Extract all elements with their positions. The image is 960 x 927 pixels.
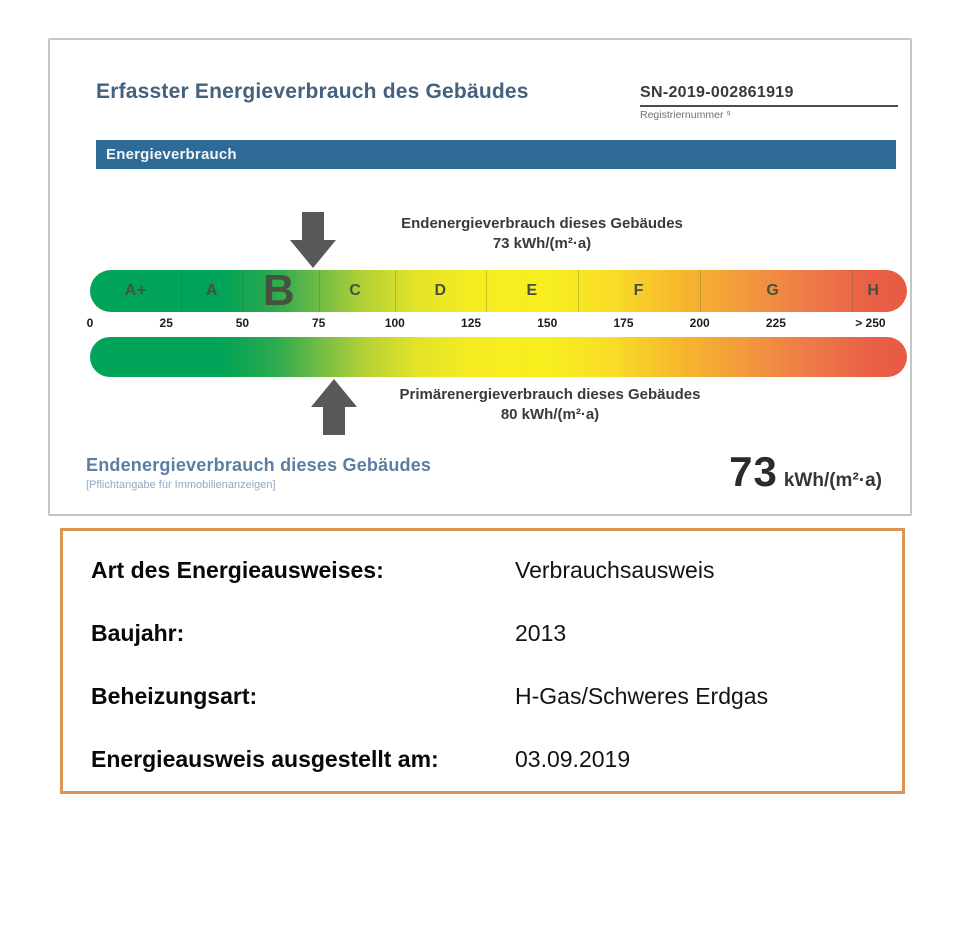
end-energy-annotation-line1: Endenergieverbrauch dieses Gebäudes xyxy=(401,215,683,232)
class-boundary-line xyxy=(486,270,487,312)
scale-tick-label: 0 xyxy=(86,316,94,330)
energy-class-letter: H xyxy=(867,282,880,299)
certificate-title: Erfasster Energieverbrauch des Gebäudes xyxy=(96,80,529,103)
scale-tick-row xyxy=(86,312,907,337)
energy-class-letter: F xyxy=(633,282,644,299)
energy-class-band xyxy=(90,270,907,312)
info-row xyxy=(91,683,902,746)
primary-energy-annotation-line1: Primärenergieverbrauch dieses Gebäudes xyxy=(399,386,701,403)
info-label: Baujahr: xyxy=(91,620,185,646)
end-energy-annotation xyxy=(342,214,742,254)
scale-tick-label: 75 xyxy=(311,316,326,330)
info-row xyxy=(91,620,902,683)
primary-energy-annotation xyxy=(350,385,750,425)
end-energy-unit: kWh/(m²·a) xyxy=(783,470,882,491)
info-label: Energieausweis ausgestellt am: xyxy=(91,746,439,772)
info-label: Beheizungsart: xyxy=(91,683,258,709)
end-energy-value: 73 xyxy=(729,448,778,495)
primary-energy-annotation-line2: 80 kWh/(m²·a) xyxy=(500,406,600,423)
class-boundary-line xyxy=(700,270,701,312)
info-row xyxy=(91,557,902,620)
primary-energy-band xyxy=(90,337,907,377)
footer-label-block xyxy=(86,455,431,491)
footer-subtitle: [Pflichtangabe für Immobilienanzeigen] xyxy=(86,479,276,491)
energy-class-letter: A+ xyxy=(124,282,147,299)
arrow-stem xyxy=(323,407,345,435)
class-boundary-line xyxy=(242,270,243,312)
class-boundary-line xyxy=(852,270,853,312)
scale-tick-label: 175 xyxy=(613,316,634,330)
arrow-stem xyxy=(302,212,324,240)
energy-certificate-card xyxy=(48,38,912,516)
energy-class-letter: C xyxy=(349,282,362,299)
energy-class-letter: D xyxy=(434,282,447,299)
scale-tick-label: 200 xyxy=(689,316,710,330)
class-boundary-line xyxy=(578,270,579,312)
energy-class-letter: B xyxy=(262,270,296,312)
scale-tick-label: 225 xyxy=(765,316,786,330)
energy-scale xyxy=(86,40,907,518)
registration-caption: Registriernummer ⁹ xyxy=(640,109,731,121)
arrow-head xyxy=(290,240,336,268)
class-boundary-line xyxy=(319,270,320,312)
footer-title: Endenergieverbrauch dieses Gebäudes xyxy=(86,455,432,475)
scale-tick-label: 25 xyxy=(159,316,173,330)
registration-number: SN-2019-002861919 xyxy=(640,84,898,107)
certificate-info-box xyxy=(60,528,905,794)
info-label: Art des Energieausweises: xyxy=(91,557,384,583)
energy-class-letter: G xyxy=(766,282,780,299)
energy-class-letter: E xyxy=(526,282,538,299)
end-energy-annotation-line2: 73 kWh/(m²·a) xyxy=(492,235,592,252)
section-banner-label: Energieverbrauch xyxy=(106,146,237,163)
info-value: 03.09.2019 xyxy=(515,746,631,772)
scale-tick-label: 100 xyxy=(384,316,405,330)
footer-value-block xyxy=(729,448,882,496)
scale-tick-label: > 250 xyxy=(855,316,886,330)
end-energy-arrow-icon xyxy=(290,212,336,268)
energy-class-letter: A xyxy=(205,282,218,299)
info-value: 2013 xyxy=(515,620,567,646)
scale-tick-label: 150 xyxy=(537,316,558,330)
scale-tick-label: 50 xyxy=(235,316,250,330)
info-value: Verbrauchsausweis xyxy=(515,557,715,583)
scale-tick-label: 125 xyxy=(461,316,482,330)
class-boundary-line xyxy=(395,270,396,312)
class-boundary-line xyxy=(181,270,182,312)
info-row xyxy=(91,746,902,809)
info-value: H-Gas/Schweres Erdgas xyxy=(515,683,769,709)
